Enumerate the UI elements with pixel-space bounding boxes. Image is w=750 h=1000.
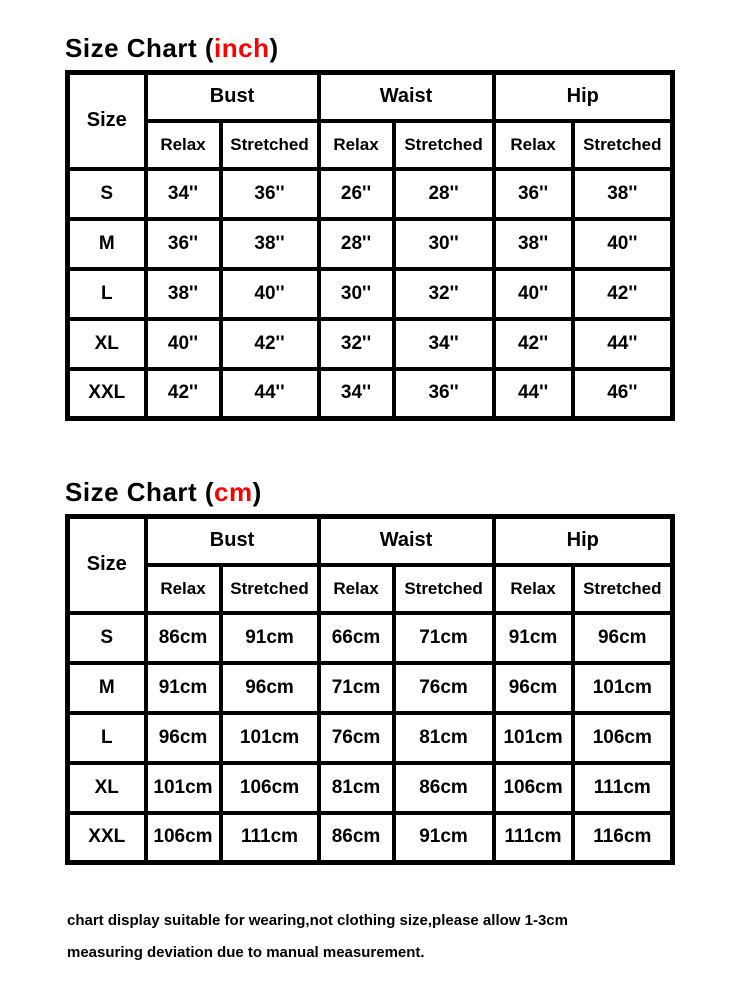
value-cell: 38'': [494, 219, 573, 269]
value-cell: 101cm: [146, 763, 221, 813]
table-row: [68, 613, 673, 663]
value-cell: 38'': [146, 269, 221, 319]
cm-title-prefix: Size Chart (: [65, 477, 215, 507]
value-cell: 40'': [573, 219, 673, 269]
value-cell: 116cm: [573, 813, 673, 863]
value-cell: 30'': [319, 269, 394, 319]
value-cell: 44'': [494, 369, 573, 419]
cm-header-group-row: [68, 517, 673, 565]
size-header-cell: Size: [68, 73, 146, 169]
value-cell: 106cm: [494, 763, 573, 813]
bust-relax-header-cell: Relax: [146, 565, 221, 613]
hip-header-cell: Hip: [494, 517, 673, 565]
waist-header-cell: Waist: [319, 73, 494, 121]
cm-title-unit: cm: [214, 477, 253, 507]
value-cell: 91cm: [494, 613, 573, 663]
value-cell: 30'': [394, 219, 494, 269]
value-cell: 28'': [394, 169, 494, 219]
table-row: [68, 219, 673, 269]
bust-header-cell: Bust: [146, 73, 319, 121]
value-cell: 86cm: [146, 613, 221, 663]
value-cell: 44'': [221, 369, 319, 419]
value-cell: 91cm: [146, 663, 221, 713]
hip-relax-header-cell: Relax: [494, 565, 573, 613]
waist-relax-header-cell: Relax: [319, 565, 394, 613]
value-cell: 26'': [319, 169, 394, 219]
value-cell: 111cm: [573, 763, 673, 813]
cm-header-sub-row: [68, 565, 673, 613]
value-cell: 32'': [319, 319, 394, 369]
value-cell: 86cm: [319, 813, 394, 863]
value-cell: 111cm: [494, 813, 573, 863]
value-cell: 101cm: [494, 713, 573, 763]
value-cell: 34'': [319, 369, 394, 419]
size-cell: L: [68, 713, 146, 763]
value-cell: 96cm: [221, 663, 319, 713]
size-cell: M: [68, 663, 146, 713]
value-cell: 101cm: [573, 663, 673, 713]
cm-title-suffix: ): [252, 477, 262, 507]
value-cell: 66cm: [319, 613, 394, 663]
inch-header-group-row: [68, 73, 673, 121]
value-cell: 76cm: [319, 713, 394, 763]
bust-relax-header-cell: Relax: [146, 121, 221, 169]
value-cell: 96cm: [573, 613, 673, 663]
measurement-disclaimer: [67, 905, 687, 969]
cm-size-table: [65, 514, 675, 865]
table-row: [68, 763, 673, 813]
inch-title-suffix: ): [269, 33, 279, 63]
size-cell: XXL: [68, 813, 146, 863]
value-cell: 76cm: [394, 663, 494, 713]
inch-title-prefix: Size Chart (: [65, 33, 215, 63]
table-row: [68, 813, 673, 863]
value-cell: 96cm: [146, 713, 221, 763]
value-cell: 38'': [221, 219, 319, 269]
value-cell: 106cm: [573, 713, 673, 763]
value-cell: 38'': [573, 169, 673, 219]
waist-stretched-header-cell: Stretched: [394, 565, 494, 613]
value-cell: 34'': [146, 169, 221, 219]
value-cell: 81cm: [394, 713, 494, 763]
hip-relax-header-cell: Relax: [494, 121, 573, 169]
size-cell: M: [68, 219, 146, 269]
size-cell: S: [68, 169, 146, 219]
inch-title-unit: inch: [214, 33, 270, 63]
size-cell: L: [68, 269, 146, 319]
value-cell: 111cm: [221, 813, 319, 863]
value-cell: 36'': [394, 369, 494, 419]
value-cell: 42'': [573, 269, 673, 319]
bust-stretched-header-cell: Stretched: [221, 565, 319, 613]
value-cell: 40'': [494, 269, 573, 319]
inch-size-table: [65, 70, 675, 421]
value-cell: 36'': [494, 169, 573, 219]
size-header-cell: Size: [68, 517, 146, 613]
cm-chart-title: [65, 477, 262, 508]
value-cell: 71cm: [394, 613, 494, 663]
size-cell: XL: [68, 319, 146, 369]
disclaimer-line-2: measuring deviation due to manual measurement.: [67, 944, 425, 961]
value-cell: 106cm: [146, 813, 221, 863]
table-row: [68, 713, 673, 763]
value-cell: 40'': [146, 319, 221, 369]
value-cell: 101cm: [221, 713, 319, 763]
value-cell: 96cm: [494, 663, 573, 713]
value-cell: 106cm: [221, 763, 319, 813]
value-cell: 42'': [146, 369, 221, 419]
size-cell: S: [68, 613, 146, 663]
value-cell: 91cm: [394, 813, 494, 863]
inch-header-sub-row: [68, 121, 673, 169]
value-cell: 42'': [221, 319, 319, 369]
value-cell: 86cm: [394, 763, 494, 813]
value-cell: 91cm: [221, 613, 319, 663]
value-cell: 40'': [221, 269, 319, 319]
size-cell: XL: [68, 763, 146, 813]
value-cell: 32'': [394, 269, 494, 319]
value-cell: 42'': [494, 319, 573, 369]
hip-stretched-header-cell: Stretched: [573, 121, 673, 169]
inch-chart-title: [65, 33, 279, 64]
value-cell: 71cm: [319, 663, 394, 713]
value-cell: 28'': [319, 219, 394, 269]
value-cell: 34'': [394, 319, 494, 369]
table-row: [68, 169, 673, 219]
table-row: [68, 269, 673, 319]
waist-header-cell: Waist: [319, 517, 494, 565]
waist-stretched-header-cell: Stretched: [394, 121, 494, 169]
bust-header-cell: Bust: [146, 517, 319, 565]
table-row: [68, 319, 673, 369]
waist-relax-header-cell: Relax: [319, 121, 394, 169]
value-cell: 36'': [221, 169, 319, 219]
table-row: [68, 369, 673, 419]
value-cell: 46'': [573, 369, 673, 419]
value-cell: 44'': [573, 319, 673, 369]
value-cell: 81cm: [319, 763, 394, 813]
hip-header-cell: Hip: [494, 73, 673, 121]
size-cell: XXL: [68, 369, 146, 419]
table-row: [68, 663, 673, 713]
disclaimer-line-1: chart display suitable for wearing,not clothing size,please allow 1-3cm: [67, 912, 568, 929]
bust-stretched-header-cell: Stretched: [221, 121, 319, 169]
hip-stretched-header-cell: Stretched: [573, 565, 673, 613]
value-cell: 36'': [146, 219, 221, 269]
